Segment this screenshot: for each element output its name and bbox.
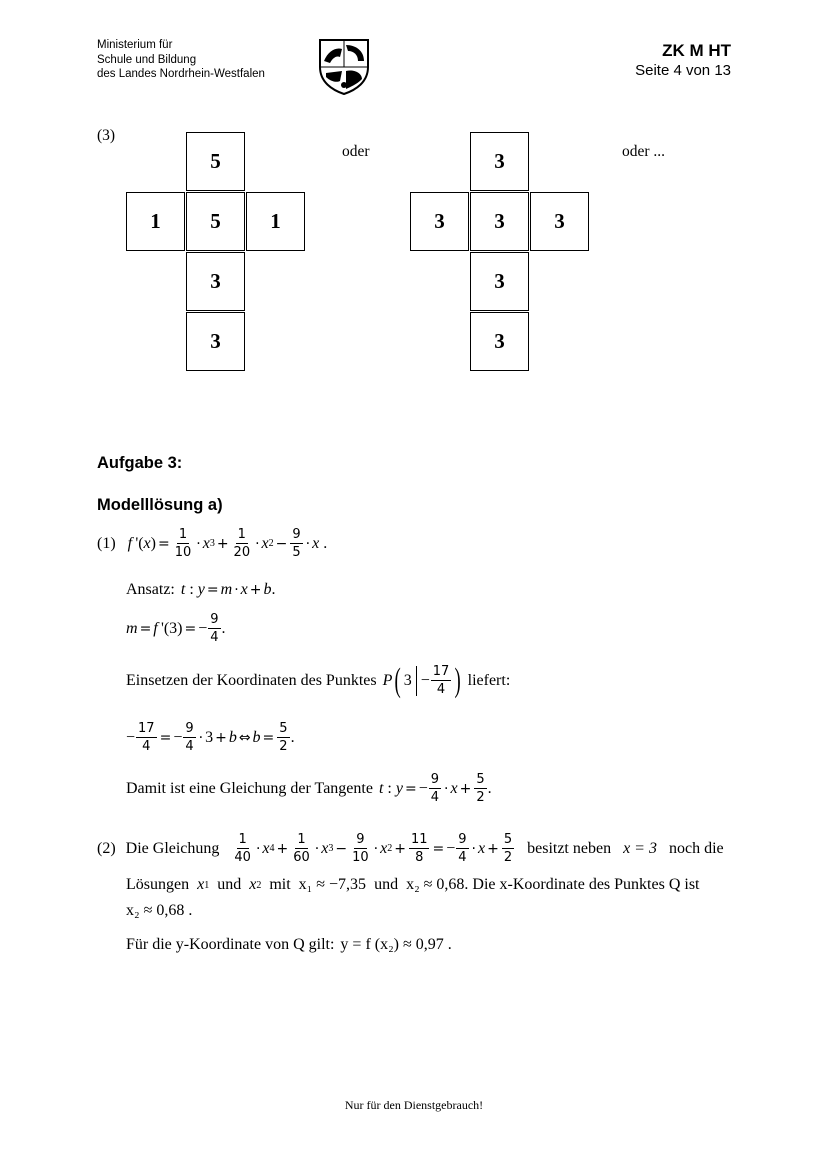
die-gleichung-text: Die Gleichung — [125, 839, 220, 857]
x2-result-text: x₂ ≈ 0,68 . — [126, 902, 193, 919]
ministry-line-3: des Landes Nordrhein-Westfalen — [97, 68, 265, 80]
x1-value: x₁ ≈ −7,35 — [298, 876, 367, 893]
net1-top-cell: 5 — [186, 132, 245, 191]
intercept-equation: − $\frac{17}{4}$ = − $\frac{9}{4}$ · 3 + b ⇔ b = $\frac{5}{2}$ . — [126, 721, 295, 754]
intersection-equation: (2) Die Gleichung 1 40 · x 4 + $\frac{1}{60}$ · x 3 − $\frac{9}{10}$ · x 2 + $\frac{11}{8}$ = − $\frac{9}{4}$ · x + $\frac{5}{2}$ besitzt neben x = 3 noch die — [97, 832, 724, 865]
net1-bottom-cell: 3 — [186, 312, 245, 371]
net2-bottom-cell: 3 — [470, 312, 529, 371]
x2-result — [126, 902, 192, 920]
tangent-equation: Damit ist eine Gleichung der Tangente t : y = − $\frac{9}{4}$ · x + $\frac{5}{2}$ . — [126, 772, 492, 805]
besitzt-text: besitzt neben — [527, 839, 612, 857]
nrw-crest-icon — [316, 37, 372, 95]
liefert-text: liefert: — [467, 671, 511, 689]
derivative-equation: (1) f '( x ) = $\frac{1}{10}$ · x 3 + $\frac{1}{20}$ · x 2 − $\frac{9}{5}$ · x . — [97, 527, 328, 560]
or-text-1: oder — [342, 143, 370, 160]
footer-note: Nur für den Dienstgebrauch! — [344, 1098, 484, 1112]
part1-label: (1) — [97, 534, 116, 552]
y-coordinate-equation: y = f (x₂) ≈ 0,97 . — [340, 936, 452, 953]
ministry-line-2: Schule und Bildung — [97, 53, 197, 66]
and-text-1: und — [217, 876, 242, 893]
net2-top-cell: 3 — [470, 132, 529, 191]
document-code: ZK M HT — [662, 41, 731, 60]
mit-text: mit — [269, 876, 291, 893]
x-coordinate-text: . Die x-Koordinate des Punktes Q ist — [464, 876, 700, 893]
ministry-name — [97, 38, 265, 82]
tangent-text: Damit ist eine Gleichung der Tangente — [126, 779, 373, 797]
document-info — [635, 40, 731, 80]
part2-label: (2) — [97, 839, 116, 857]
y-coordinate-line — [126, 936, 452, 954]
net2-left-cell: 3 — [410, 192, 469, 251]
solutions-line: Lösungen x 1 und x 2 mit x₁ ≈ −7,35 und x₂ ≈ 0,68 . Die x-Koordinate des Punktes Q ist — [126, 876, 700, 893]
ansatz-label: Ansatz: — [126, 581, 175, 598]
substitution-line: Einsetzen der Koordinaten des Punktes P ( 3 − 17 4 ) liefert: — [126, 661, 511, 699]
net2-right-cell: 3 — [530, 192, 589, 251]
task-heading: Aufgabe 3: — [97, 454, 183, 472]
x2-value: x₂ ≈ 0,68 — [406, 876, 465, 893]
net2-center-cell: 3 — [470, 192, 529, 251]
x-equals-3: x = 3 — [623, 839, 657, 857]
net1-below-cell: 3 — [186, 252, 245, 311]
loesungen-text: Lösungen — [126, 876, 190, 893]
task-subheading: Modelllösung a) — [97, 496, 223, 514]
net1-left-cell: 1 — [126, 192, 185, 251]
nets-label: (3) — [97, 127, 116, 144]
or-text-2: oder ... — [622, 143, 666, 160]
substitution-text: Einsetzen der Koordinaten des Punktes — [126, 671, 377, 689]
net1-center-cell: 5 — [186, 192, 245, 251]
noch-die-text: noch die — [668, 839, 724, 857]
net1-right-cell: 1 — [246, 192, 305, 251]
y-coordinate-text: Für die y-Koordinate von Q gilt: — [126, 936, 335, 953]
and-text-2: und — [374, 876, 399, 893]
slope-equation: m = f '(3) = − $\frac{9}{4}$ . — [126, 612, 226, 645]
ansatz-line: Ansatz: t : y = m · x + b . — [126, 581, 276, 598]
net2-below-cell: 3 — [470, 252, 529, 311]
page-number: Seite 4 von 13 — [635, 62, 731, 79]
ministry-line-1: Ministerium für — [97, 39, 173, 51]
